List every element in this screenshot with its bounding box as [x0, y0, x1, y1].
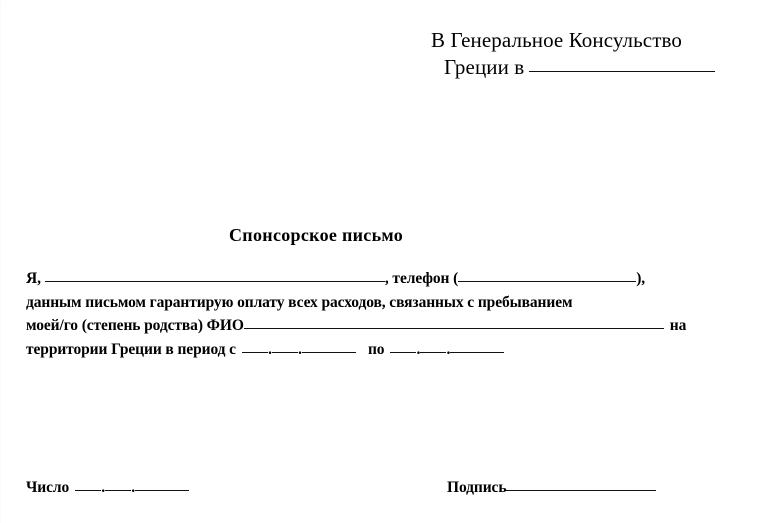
footer-date-block	[26, 479, 189, 497]
city-blank-field[interactable]	[529, 71, 715, 72]
period-start-year[interactable]	[302, 352, 356, 353]
period-start-day[interactable]	[242, 352, 268, 353]
date-separator: .	[101, 479, 106, 496]
body-line-3-prefix: моей/го (степень родства) ФИО	[26, 317, 244, 334]
body-line-1	[26, 267, 726, 291]
full-name-blank-field[interactable]	[45, 281, 385, 282]
body-line-3	[26, 314, 726, 338]
relative-name-blank-field[interactable]	[244, 328, 664, 329]
date-separator: .	[268, 340, 272, 358]
date-separator: .	[298, 340, 302, 358]
addressee-line-1: В Генеральное Консульство	[431, 28, 682, 52]
period-start-month[interactable]	[272, 352, 298, 353]
addressee-line-2	[401, 54, 741, 81]
body-line-1-suffix: ),	[636, 270, 646, 287]
period-end-month[interactable]	[420, 352, 446, 353]
signing-date-year[interactable]	[135, 490, 189, 491]
body-block	[26, 267, 726, 361]
addressee-block	[401, 27, 741, 81]
period-end-year[interactable]	[450, 352, 504, 353]
addressee-line-2-text: Греции в	[444, 55, 525, 79]
document-title: Спонсорское письмо	[229, 225, 404, 245]
signing-date-field[interactable]	[75, 479, 189, 497]
footer-date-label: Число	[26, 479, 70, 496]
body-line-2: данным письмом гарантирую оплату всех расходов, связанных с пребыванием	[26, 293, 573, 311]
date-separator: .	[446, 340, 451, 358]
footer-signature-block	[447, 479, 656, 497]
signing-date-month[interactable]	[105, 490, 131, 491]
period-end-day[interactable]	[390, 352, 416, 353]
period-start-date-field[interactable]	[242, 338, 356, 362]
body-line-3-suffix: на	[669, 317, 687, 334]
footer-signature-label: Подпись	[447, 479, 507, 496]
date-separator: .	[416, 340, 421, 358]
body-line-4	[26, 338, 726, 362]
period-end-date-field[interactable]	[390, 338, 504, 362]
body-line-4-prefix: территории Греции в период с	[26, 340, 236, 358]
body-line-1-prefix: Я,	[26, 270, 41, 287]
body-line-1-phone-label: , телефон (	[384, 270, 459, 287]
body-line-4-middle: по	[367, 340, 385, 358]
signature-blank-field[interactable]	[506, 490, 656, 491]
phone-blank-field[interactable]	[458, 281, 636, 282]
signing-date-day[interactable]	[75, 490, 101, 491]
date-separator: .	[131, 479, 136, 496]
